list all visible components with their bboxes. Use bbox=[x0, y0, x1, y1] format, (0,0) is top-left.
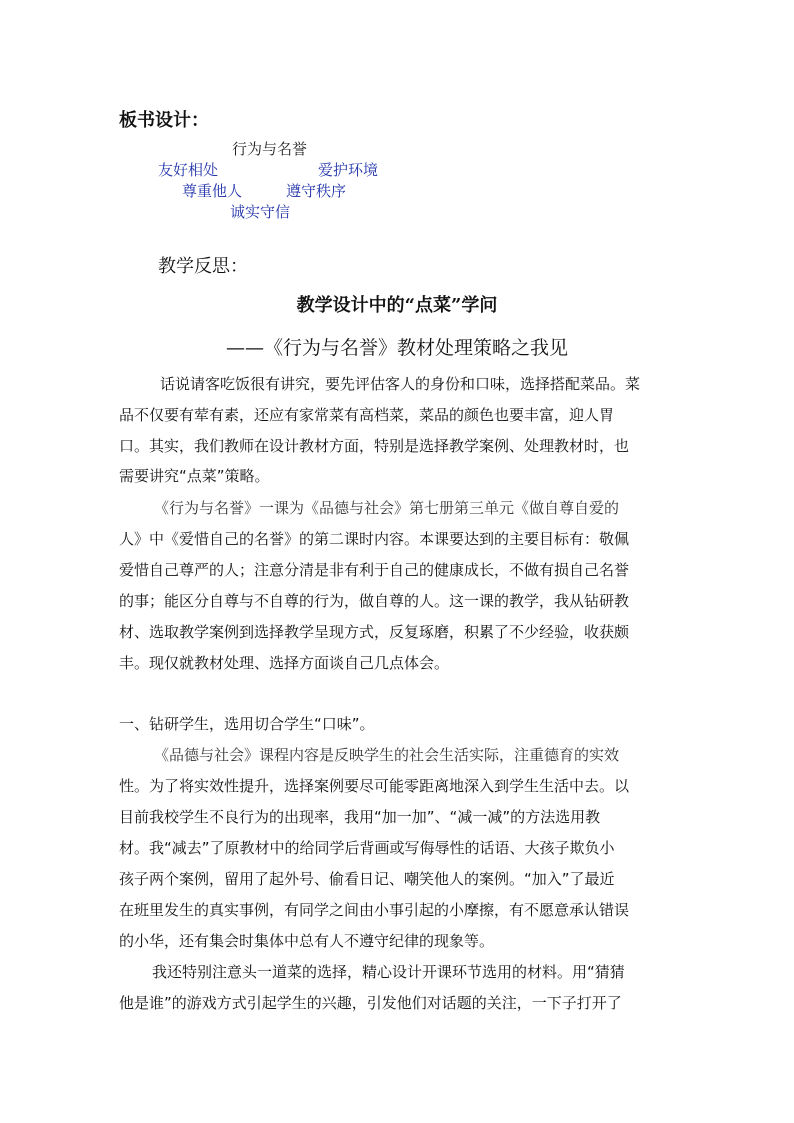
board-item-honesty: 诚实守信 bbox=[230, 203, 291, 221]
body-line: 他是谁”的游戏方式引起学生的兴趣，引发他们对话题的关注，一下子打开了 bbox=[119, 994, 622, 1012]
board-center-label: 行为与名誉 bbox=[232, 140, 308, 158]
body-line: 的小华，还有集会时集体中总有人不遵守纪律的现象等。 bbox=[119, 932, 495, 950]
body-line: 口。其实，我们教师在设计教材方面，特别是选择教学案例、处理教材时，也 bbox=[119, 437, 630, 455]
board-item-order: 遵守秩序 bbox=[286, 182, 347, 200]
body-line: 目前我校学生不良行为的出现率，我用“加一加”、“减一减”的方法选用教 bbox=[119, 808, 601, 826]
body-line: 孩子两个案例，留用了起外号、偷看日记、嘲笑他人的案例。“加入”了最近 bbox=[119, 870, 615, 888]
body-line: 人》中《爱惜自己的名誉》的第二课时内容。本课要达到的主要目标有：敬佩 bbox=[119, 530, 630, 548]
body-line: 材。我“减去”了原教材中的给同学后背画或写侮辱性的话语、大孩子欺负小 bbox=[119, 839, 615, 857]
body-line: 材、选取教学案例到选择教学呈现方式，反复琢磨，积累了不少经验，收获颇 bbox=[119, 623, 630, 641]
body-line: 《品德与社会》课程内容是反映学生的社会生活实际，注重德育的实效 bbox=[154, 746, 620, 764]
reflection-heading: 教学反思： bbox=[158, 256, 248, 277]
body-line: 性。为了将实效性提升，选择案例要尽可能零距离地深入到学生生活中去。以 bbox=[119, 777, 630, 795]
body-line: 需要讲究“点菜”策略。 bbox=[119, 467, 270, 485]
body-line: 丰。现仅就教材处理、选择方面谈自己几点体会。 bbox=[119, 654, 450, 672]
board-item-friendly: 友好相处 bbox=[158, 161, 219, 179]
body-line: 爱惜自己尊严的人；注意分清是非有利于自己的健康成长，不做有损自己名誉 bbox=[119, 561, 630, 579]
body-line: 话说请客吃饭很有讲究，要先评估客人的身份和口味，选择搭配菜品。菜 bbox=[160, 375, 641, 393]
body-line: 我还特别注意头一道菜的选择，精心设计开课环节选用的材料。用“猜猜 bbox=[152, 963, 625, 981]
body-line: 在班里发生的真实事例，有同学之间由小事引起的小摩擦，有不愿意承认错误 bbox=[119, 901, 630, 919]
body-line: 《行为与名誉》一课为《品德与社会》第七册第三单元《做自尊自爱的 bbox=[154, 499, 620, 517]
board-item-respect: 尊重他人 bbox=[182, 182, 243, 200]
article-title: 教学设计中的“点菜”学问 bbox=[296, 295, 498, 316]
article-subtitle: ——《行为与名誉》教材处理策略之我见 bbox=[225, 337, 568, 359]
board-heading: 板书设计： bbox=[119, 110, 209, 131]
body-line: 的事；能区分自尊与不自尊的行为，做自尊的人。这一课的教学，我从钻研教 bbox=[119, 592, 630, 610]
section-heading: 一、钻研学生，选用切合学生“口味”。 bbox=[119, 715, 375, 733]
board-item-environment: 爱护环境 bbox=[318, 161, 379, 179]
body-line: 品不仅要有荤有素，还应有家常菜有高档菜，菜品的颜色也要丰富，迎人胃 bbox=[119, 406, 615, 424]
